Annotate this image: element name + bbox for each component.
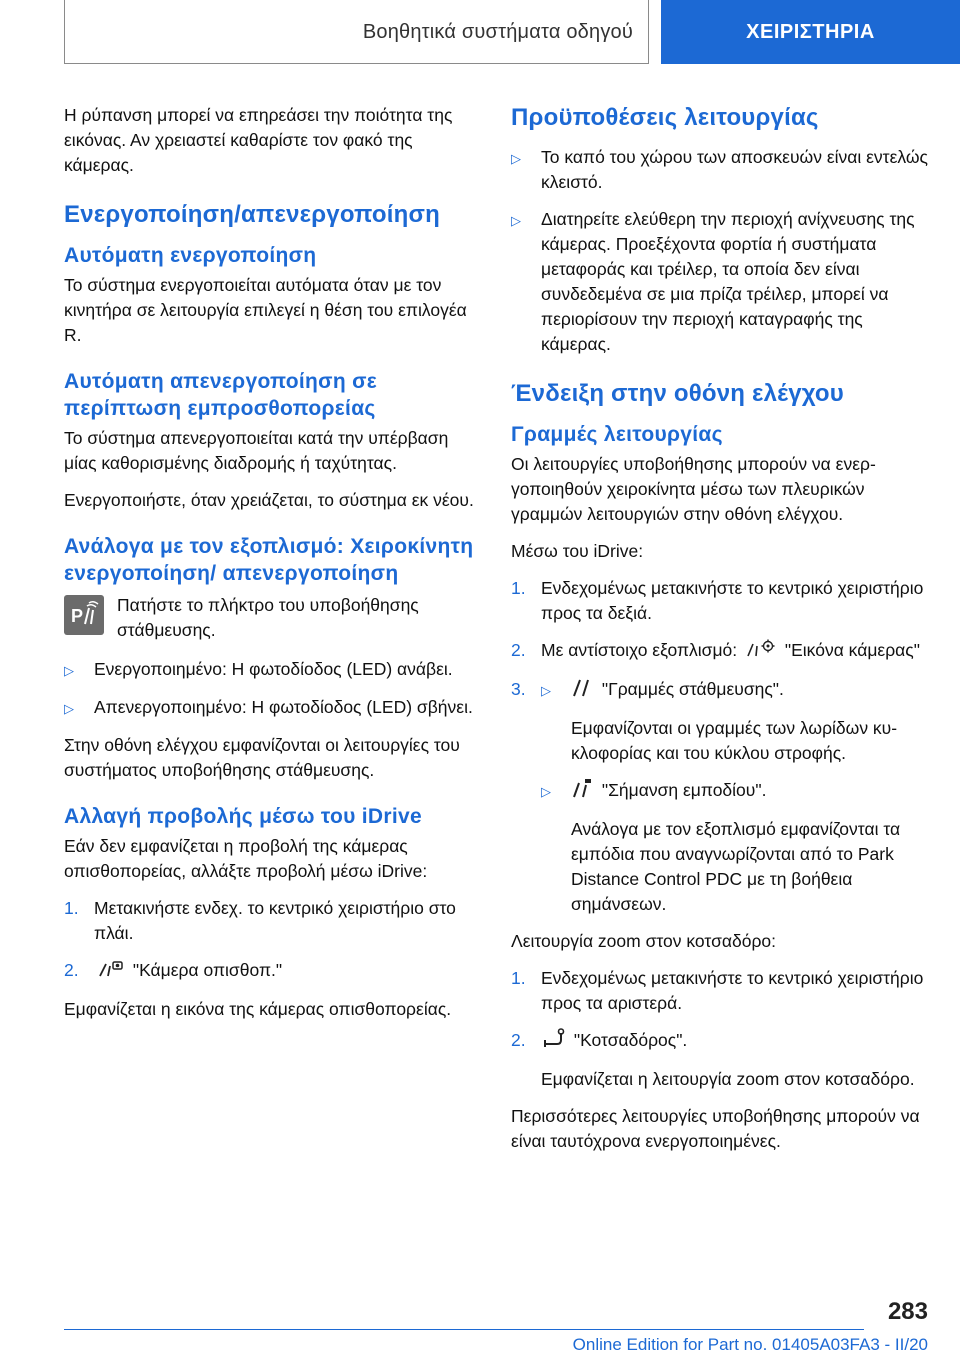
bullet-triangle-icon: ▷ <box>64 663 74 678</box>
step-number: 2. <box>511 1030 526 1050</box>
intro-paragraph: Η ρύπανση μπορεί να επηρεάσει την ποιότητα της εικόνας. Αν χρειαστεί καθαρίστε τον φακό της κάμερας. <box>64 105 453 175</box>
paragraph-obstacle-marking: Ανάλογα με τον εξοπλισμό εμφανίζονται τα εμπόδια που αναγνωρίζονται από το Park Distance Control PDC με τη βοήθεια σημάνσεων. <box>571 819 901 914</box>
bullet-triangle-icon: ▷ <box>64 701 74 716</box>
bullet-text: Διατηρείτε ελεύθερη την περιοχή ανίχνευσης της κάμερας. Προεξέχοντα φορτία ή συστήματα μεταφοράς και τρέιλερ, τα οποία δεν είναι συνδεδεμένα σε μια πρίζα τρέιλερ, μπορεί να περιορίσουν την περιοχή καταγραφής της κάμερας. <box>541 209 915 354</box>
step-item <box>511 638 931 665</box>
paragraph-parking-lines: Εμφανίζονται οι γραμμές των λωρίδων κυκλοφορίας και του κύκλου στροφής. <box>571 718 898 763</box>
paragraph-reactivate: Ενεργοποιήστε, όταν χρειάζεται, το σύστημα εκ νέου. <box>64 490 474 510</box>
heading-manual: Ανάλογα με τον εξοπλισμό: Χειροκίνητη ενεργοποίηση/ απενεργοποίηση <box>64 535 474 585</box>
bullet-triangle-icon: ▷ <box>511 151 521 166</box>
parking-assist-button-icon <box>64 595 104 635</box>
bullet-text-off: Απενεργοποιημένο: Η φωτοδίοδος (LED) σβήνει. <box>94 697 473 717</box>
bullet-triangle-icon: ▷ <box>511 213 521 228</box>
bullet-text: Το καπό του χώρου των αποσκευών είναι εντελώς κλειστό. <box>541 147 928 192</box>
step-number: 1. <box>64 898 79 918</box>
paragraph-zoom-result: Εμφανίζεται η λειτουργία zoom στον κοτσαδόρο. <box>541 1069 915 1089</box>
step-item <box>64 896 480 946</box>
step-text: "Κοτσαδόρος". <box>573 1030 688 1051</box>
step-item <box>511 966 931 1016</box>
paragraph-press-button: Πατήστε το πλήκτρο του υποβοήθησης στάθμευσης. <box>117 595 419 640</box>
paragraph-via-idrive: Μέσω του iDrive: <box>511 541 644 561</box>
heading-auto-off: Αυτόματη απενεργοποίηση σε περίπτωση εμπροσθοπορείας <box>64 370 378 420</box>
bullet-triangle-icon: ▷ <box>541 683 551 698</box>
trailer-hitch-icon <box>541 1028 565 1055</box>
step-item <box>511 576 931 626</box>
bullet-triangle-icon: ▷ <box>541 784 551 799</box>
heading-requirements: Προϋποθέσεις λειτουργίας <box>511 104 819 131</box>
paragraph-display: Στην οθόνη ελέγχου εμφανίζονται οι λειτουργίες του συστήματος υποβοήθησης στάθμευσης. <box>64 735 460 780</box>
right-column <box>511 103 931 1166</box>
step-number: 2. <box>511 640 526 660</box>
step-item <box>64 958 480 985</box>
page-number: 283 <box>887 1298 928 1325</box>
step-number: 3. <box>511 679 526 699</box>
step-text: Ενδεχομένως μετακινήστε το κεντρικό χειριστήριο προς τα αριστερά. <box>541 968 924 1013</box>
step-number: 2. <box>64 960 79 980</box>
step-text: Ενδεχομένως μετακινήστε το κεντρικό χειριστήριο προς τα δεξιά. <box>541 578 924 623</box>
rear-camera-icon <box>98 958 124 985</box>
bullet-item <box>64 695 480 721</box>
chapter-tab[interactable]: ΧΕΙΡΙΣΤΗΡΙΑ <box>661 0 960 64</box>
button-instruction <box>64 593 480 643</box>
parking-lines-icon <box>571 677 593 704</box>
camera-settings-icon <box>746 638 776 665</box>
heading-activation: Ενεργοποίηση/απενεργοποίηση <box>64 201 440 228</box>
step-text: "Εικόνα κάμερας" <box>784 640 920 661</box>
paragraph-function-lines: Οι λειτουργίες υποβοήθησης μπορούν να ενεργοποιηθούν χειροκίνητα μέσω των πλευρικών γραμμών λειτουργιών στην οθόνη ελέγχου. <box>511 454 876 524</box>
heading-auto-on: Αυτόματη ενεργοποίηση <box>64 244 317 267</box>
heading-display: Ένδειξη στην οθόνη ελέγχου <box>511 380 844 407</box>
step-number: 1. <box>511 968 526 988</box>
heading-change-view: Αλλαγή προβολής μέσω του iDrive <box>64 805 422 828</box>
bullet-text-on: Ενεργοποιημένο: Η φωτοδίοδος (LED) ανάβει. <box>94 659 453 679</box>
section-title: Βοηθητικά συστήματα οδηγού <box>362 20 633 43</box>
step-text: "Γραμμές στάθμευσης". <box>601 679 784 700</box>
step-text: "Κάμερα οπισθοπ." <box>132 960 283 981</box>
step-item <box>511 677 931 704</box>
step-text: "Σήμανση εμποδίου". <box>601 780 767 801</box>
step-text: Με αντίστοιχο εξοπλισμό: <box>541 640 738 661</box>
step-text: Μετακινήστε ενδεχ. το κεντρικό χειριστήριο στο πλάι. <box>94 898 456 943</box>
paragraph-more: Περισσότερες λειτουργίες υποβοήθησης μπορούν να είναι ταυτόχρονα ενεργοποιημένες. <box>511 1106 920 1151</box>
step-item <box>511 1028 931 1055</box>
bullet-item <box>511 207 931 357</box>
sub-description <box>511 1067 931 1092</box>
paragraph-auto-off: Το σύστημα απενεργοποιείται κατά την υπέρβαση μίας καθορισμένης διαδρομής ή ταχύτητας. <box>64 428 449 473</box>
bullet-item <box>64 657 480 683</box>
footer-edition: Online Edition for Part no. 01405A03FA3 - II/20 <box>572 1335 928 1354</box>
bullet-item <box>511 778 931 805</box>
paragraph-change-view: Εάν δεν εμφανίζεται η προβολή της κάμερας οπισθοπορείας, αλλάξτε προβολή μέσω iDrive: <box>64 836 428 881</box>
step-number: 1. <box>511 578 526 598</box>
paragraph-result: Εμφανίζεται η εικόνα της κάμερας οπισθοπορείας. <box>64 999 452 1019</box>
heading-function-lines: Γραμμές λειτουργίας <box>511 423 723 446</box>
sub-description <box>511 716 931 766</box>
left-column <box>64 103 480 1034</box>
obstacle-marking-icon <box>571 778 593 805</box>
paragraph-zoom: Λειτουργία zoom στον κοτσαδόρο: <box>511 931 777 951</box>
paragraph-auto-on: Το σύστημα ενεργοποιείται αυτόματα όταν με τον κινητήρα σε λειτουργία επιλεγεί η θέση του επιλογέα R. <box>64 275 467 345</box>
footer-rule <box>64 1329 864 1330</box>
svg-text:P: P <box>71 606 84 626</box>
sub-description <box>511 817 931 917</box>
bullet-item <box>511 145 931 195</box>
